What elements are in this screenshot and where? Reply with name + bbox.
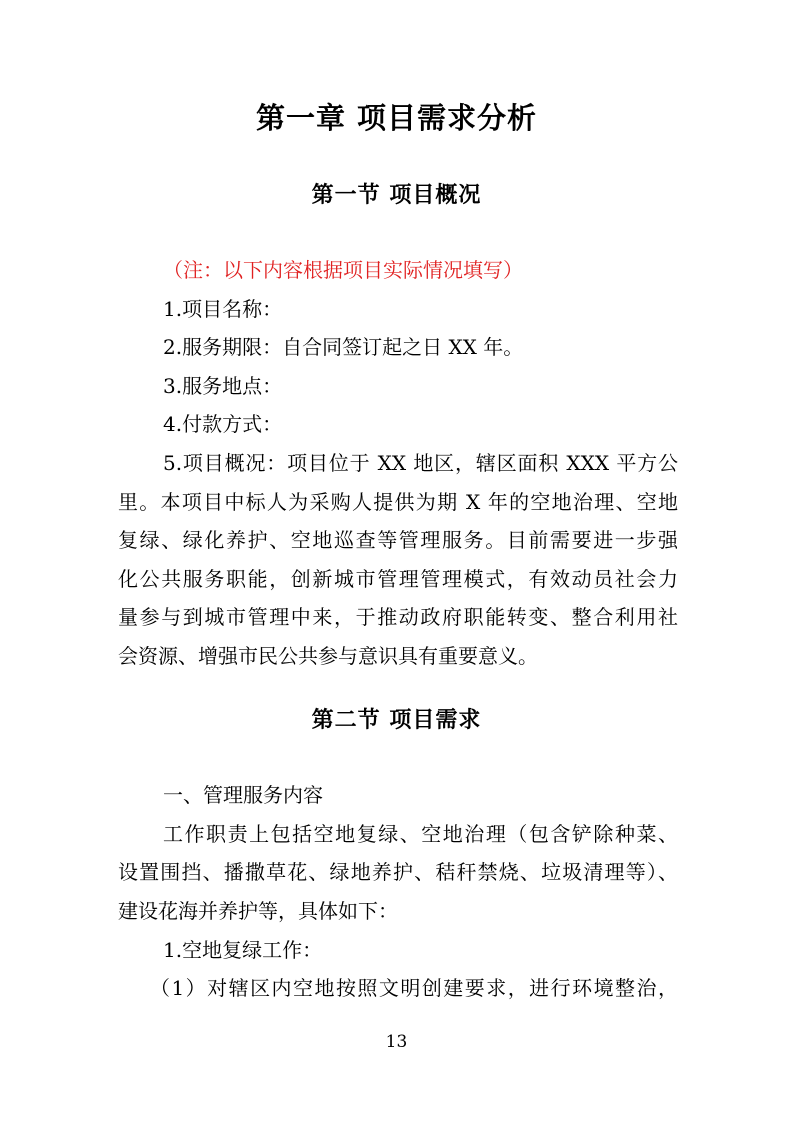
sub-item-greening: 1.空地复绿工作：	[163, 938, 323, 962]
section-title-requirements: 第二节 项目需求	[311, 708, 482, 733]
section-title-overview: 第一节 项目概况	[311, 183, 482, 208]
duty-line: 建设花海并养护等，具体如下：	[118, 899, 398, 923]
fill-in-note: （注：以下内容根据项目实际情况填写）	[163, 258, 523, 282]
item-payment-method: 4.付款方式：	[163, 412, 283, 436]
service-content-heading: 一、管理服务内容	[163, 783, 323, 807]
sub-item-detail: （1）对辖区内空地按照文明创建要求，进行环境整治，	[150, 976, 678, 1000]
overview-line: 复绿、绿化养护、空地巡查等管理服务。目前需要进一步强	[118, 528, 678, 552]
duty-line: 设置围挡、播撒草花、绿地养护、秸秆禁烧、垃圾清理等）、	[118, 860, 678, 884]
page-number: 13	[385, 1032, 408, 1052]
item-service-period: 2.服务期限：自合同签订起之日 XX 年。	[163, 335, 524, 359]
overview-line: 化公共服务职能，创新城市管理管理模式，有效动员社会力	[118, 567, 678, 591]
overview-line: 会资源、增强市民公共参与意识具有重要意义。	[118, 644, 538, 668]
duty-line: 工作职责上包括空地复绿、空地治理（包含铲除种菜、	[163, 822, 678, 846]
item-project-name: 1.项目名称：	[163, 297, 283, 321]
overview-line: 里。本项目中标人为采购人提供为期 X 年的空地治理、空地	[118, 490, 678, 514]
overview-line: 5.项目概况：项目位于 XX 地区，辖区面积 XXX 平方公	[163, 451, 678, 475]
item-service-location: 3.服务地点：	[163, 374, 283, 398]
chapter-title: 第一章 项目需求分析	[255, 101, 538, 135]
overview-line: 量参与到城市管理中来，于推动政府职能转变、整合利用社	[118, 605, 678, 629]
